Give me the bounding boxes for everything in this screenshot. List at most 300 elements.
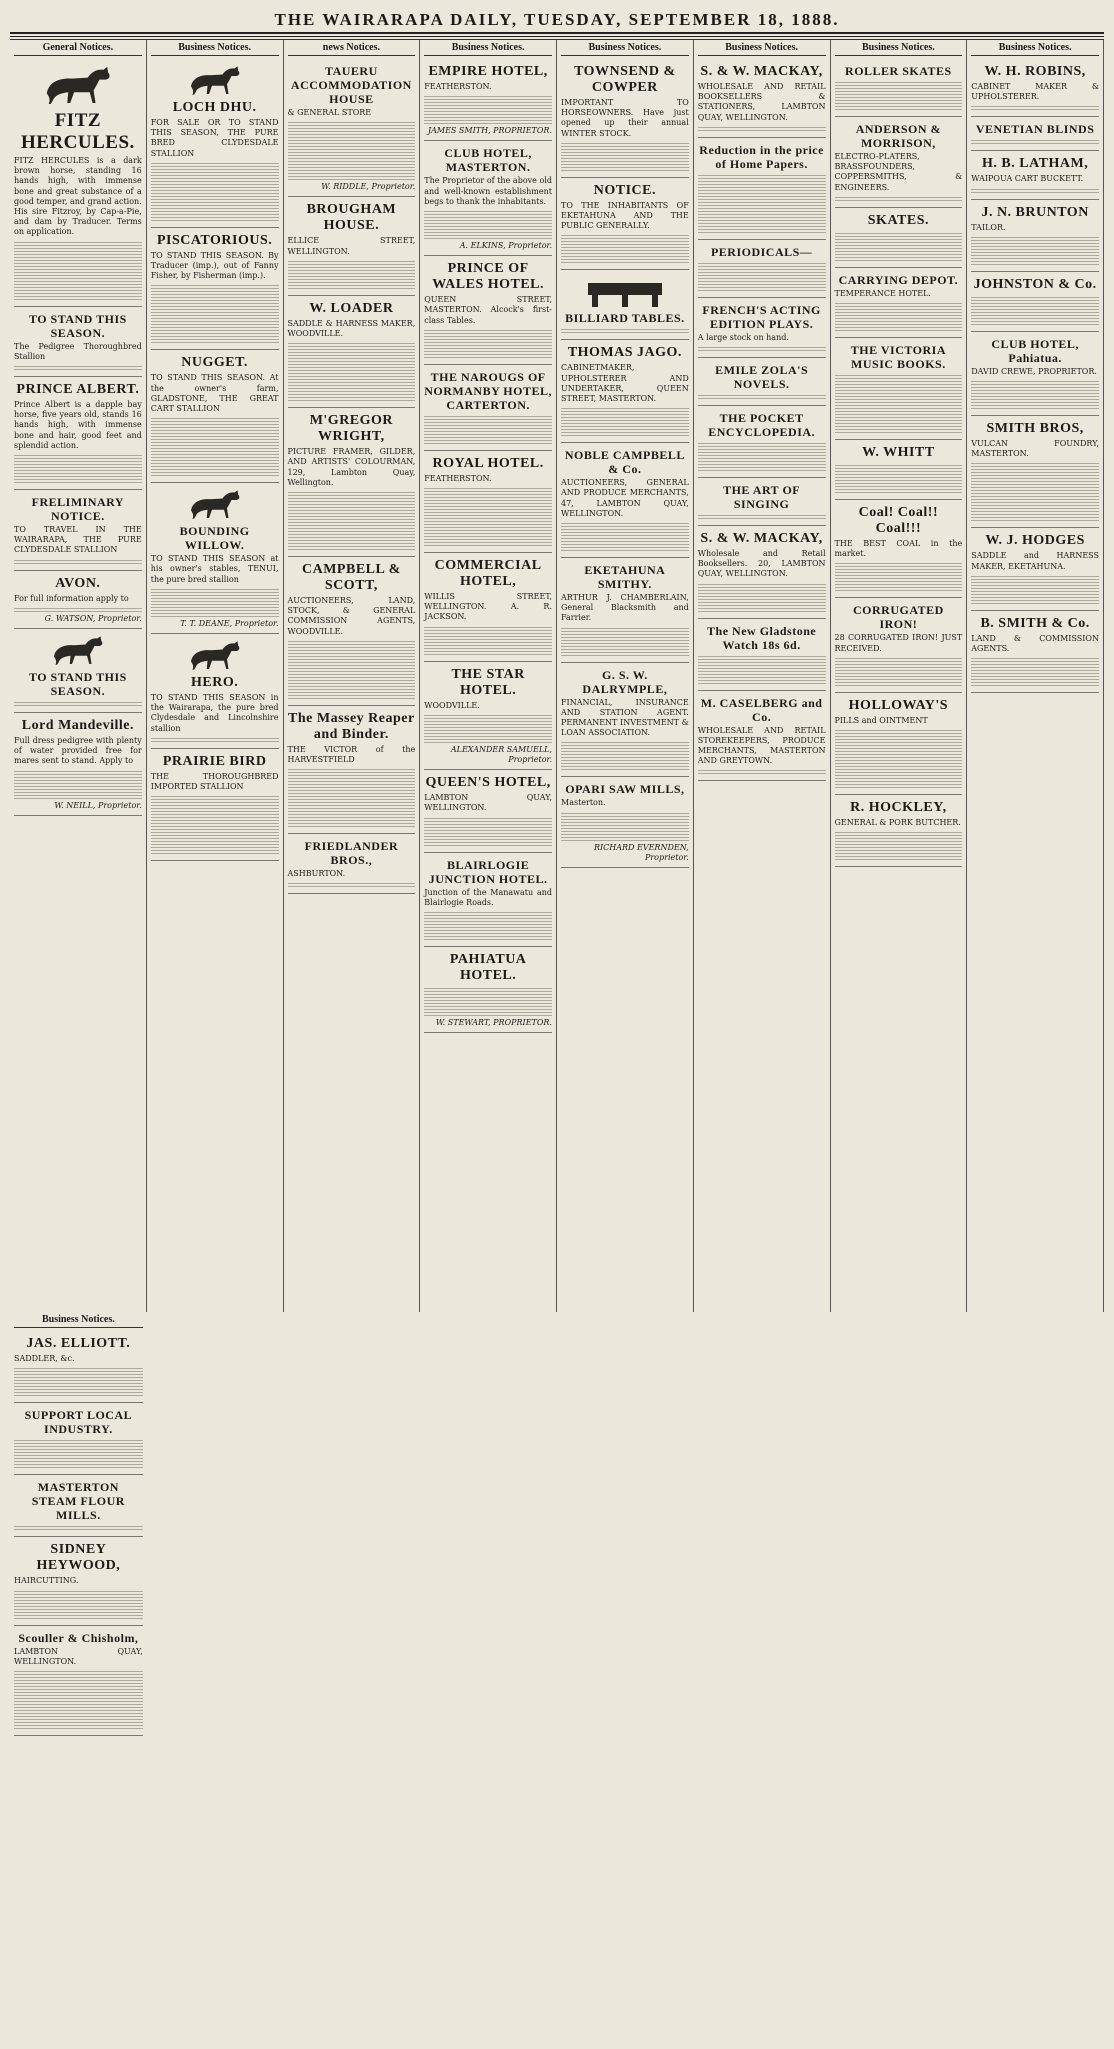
dense-text-block (561, 327, 689, 333)
advertisement (835, 268, 963, 338)
ad-headline: W. WHITT (862, 445, 935, 461)
ad-headline: THE STAR HOTEL. (451, 666, 525, 698)
advertisement (561, 663, 689, 778)
dense-text-block (561, 406, 689, 436)
news-column (420, 40, 557, 1312)
ad-headline: FRELIMINARY NOTICE. (31, 495, 125, 524)
horse-illustration-icon (185, 488, 245, 522)
advertisement (14, 490, 142, 571)
dense-text-block (14, 558, 142, 564)
advertisement (151, 634, 279, 749)
dense-text-block (424, 328, 552, 358)
ad-headline: MASTERTON STEAM FLOUR MILLS. (31, 1480, 125, 1523)
advertisement (14, 1626, 143, 1736)
ad-headline: HERO. (191, 675, 239, 691)
dense-text-block (835, 373, 963, 433)
dense-text-block (424, 486, 552, 546)
ad-headline: SIDNEY HEYWOOD, (36, 1542, 121, 1574)
dense-text-block (561, 233, 689, 263)
ad-headline: THE VICTORIA MUSIC BOOKS. (850, 343, 946, 372)
ad-headline: Lord Mandeville. (21, 718, 134, 734)
advertisement (561, 558, 689, 663)
dense-text-block (288, 259, 416, 289)
ad-body-text: LAMBTON QUAY, WELLINGTON. (424, 793, 552, 813)
dense-text-block (698, 582, 826, 612)
advertisement (424, 947, 552, 1033)
ad-headline: EKETAHUNA SMITHY. (584, 563, 666, 592)
dense-text-block (971, 295, 1099, 325)
advertisement (14, 713, 142, 816)
dense-text-block (698, 125, 826, 131)
advertisement (561, 59, 689, 178)
advertisement (971, 528, 1099, 610)
advertisement (698, 619, 826, 691)
ad-body-text: For full information apply to (14, 593, 129, 603)
advertisement (698, 240, 826, 298)
dense-text-block (698, 768, 826, 774)
billiard-table-illustration-icon (580, 275, 670, 309)
ad-headline: CAMPBELL & SCOTT, (302, 562, 401, 594)
ad-body-text: TO STAND THIS SEASON in the Wairarapa, the pure bred Clydesdale and Lincolnshire stallion (150, 693, 279, 733)
dense-text-block (835, 195, 963, 201)
ad-headline: TOWNSEND & COWPER (574, 64, 676, 95)
ad-headline: THE POCKET ENCYCLOPEDIA. (708, 411, 816, 440)
dense-text-block (561, 740, 689, 770)
ad-headline: The Massey Reaper and Binder. (288, 710, 415, 742)
ad-headline: THE NAROUGS OF NORMANBY HOTEL, CARTERTON. (424, 369, 552, 412)
ad-body-text: THE BEST COAL in the market. (834, 539, 963, 559)
ad-headline: W. H. ROBINS, (984, 64, 1086, 79)
ad-headline: FRIEDLANDER BROS., (304, 839, 399, 868)
ad-signature: W. RIDDLE, Proprietor. (321, 182, 416, 192)
ad-body-text: IMPORTANT TO HORSEOWNERS. Have just opened up their annual WINTER STOCK. (561, 98, 689, 138)
ad-headline: The New Gladstone Watch 18s 6d. (707, 623, 817, 652)
ad-body-text: Prince Albert is a dapple bay horse, five years old, stands 16 hands high, with immense bone and hair, good feet and splendid action. (14, 400, 142, 450)
ad-headline: THE ART OF SINGING (723, 483, 801, 512)
column-heading: Business Notices. (971, 40, 1099, 56)
dense-text-block (971, 187, 1099, 193)
ad-body-text: A large stock on hand. (697, 332, 789, 342)
ad-headline: NUGGET. (181, 355, 248, 371)
ad-signature: T. T. DEANE, Proprietor. (180, 618, 279, 628)
advertisement (835, 598, 963, 692)
horse-illustration-icon (185, 64, 245, 98)
ad-headline: NOBLE CAMPBELL & Co. (564, 448, 685, 477)
dense-text-block (14, 606, 142, 612)
column-heading: news Notices. (288, 40, 416, 56)
dense-text-block (971, 138, 1099, 144)
column-heading: Business Notices. (424, 40, 552, 56)
ad-headline: LOCH DHU. (172, 100, 257, 115)
ad-headline: OPARI SAW MILLS, (565, 782, 685, 797)
ad-headline: SMITH BROS, (986, 421, 1084, 437)
dense-text-block (835, 830, 963, 860)
ad-body-text: SADDLER, &c. (14, 1354, 75, 1364)
ad-body-text: WOODVILLE. (424, 700, 480, 710)
dense-text-block (151, 587, 279, 617)
ad-body-text: ELECTRO-PLATERS, BRASSFOUNDERS, COPPERSMITHS, & ENGINEERS. (834, 152, 963, 192)
ad-body-text: LAND & COMMISSION AGENTS. (971, 633, 1099, 654)
dense-text-block (698, 441, 826, 471)
dense-text-block (698, 345, 826, 351)
ad-headline: Scouller & Chisholm, (18, 1630, 139, 1645)
ad-headline: AVON. (55, 575, 101, 591)
advertisement (561, 178, 689, 271)
ad-headline: JAS. ELLIOTT. (26, 1336, 131, 1352)
ad-headline: COMMERCIAL HOTEL, (434, 558, 542, 590)
ad-headline: M'GREGOR WRIGHT, (309, 413, 394, 445)
advertisement (151, 228, 279, 351)
advertisement (835, 59, 963, 117)
dense-text-block (698, 513, 826, 519)
dense-text-block (424, 625, 552, 655)
masthead: THE WAIRARAPA DAILY, TUESDAY, SEPTEMBER 18, 1888. (274, 10, 840, 29)
ad-headline: H. B. LATHAM, (982, 156, 1089, 172)
dense-text-block (288, 120, 416, 180)
ad-body-text: SADDLE and HARNESS MAKER, EKETAHUNA. (971, 551, 1099, 571)
dense-text-block (14, 1669, 143, 1729)
ad-headline: PRINCE OF WALES HOTEL. (432, 261, 545, 293)
masthead-rule (10, 32, 1104, 37)
ad-headline: QUEEN'S HOTEL, (425, 775, 551, 791)
advertisement (698, 526, 826, 619)
ad-headline: B. SMITH & Co. (980, 615, 1090, 631)
ad-body-text: Wholesale and Retail Booksellers. 20, LAMBTON QUAY, WELLINGTON. (697, 549, 826, 579)
ad-body-text: 28 CORRUGATED IRON! JUST RECEIVED. (834, 633, 963, 653)
ad-body-text: LAMBTON QUAY, WELLINGTON. (14, 1646, 143, 1666)
column-heading: Business Notices. (698, 40, 826, 56)
ad-headline: S. & W. MACKAY, (700, 64, 823, 79)
ad-body-text: FITZ HERCULES is a dark brown horse, standing 16 hands high, with immense bone and great substance of a good temper, and grand action. His sire Fitzroy, by Cap-a-Pie, and dam by Traducer. Terms on application. (14, 156, 142, 237)
advertisement (698, 138, 826, 240)
ad-headline: TO STAND THIS SEASON. (28, 670, 127, 699)
ad-headline: SUPPORT LOCAL INDUSTRY. (24, 1408, 133, 1437)
ad-body-text: The Proprietor of the above old and well-known establishment begs to thank the inhabitants. (424, 176, 552, 206)
dense-text-block (288, 767, 416, 827)
dense-text-block (14, 769, 142, 799)
dense-text-block (835, 561, 963, 591)
column-heading: Business Notices. (835, 40, 963, 56)
ad-headline: JOHNSTON & Co. (973, 276, 1097, 292)
ad-body-text: TO TRAVEL IN THE WAIRARAPA, THE PURE CLYDESDALE STALLION (14, 525, 142, 555)
advertisement (698, 406, 826, 478)
advertisement (835, 500, 963, 598)
advertisement (288, 408, 416, 557)
news-column (147, 40, 284, 1312)
ad-headline: NOTICE. (593, 182, 656, 198)
ad-headline: BOUNDING WILLOW. (179, 524, 250, 553)
dense-text-block (698, 173, 826, 233)
advertisement (151, 59, 279, 228)
ad-headline: ROYAL HOTEL. (432, 455, 544, 471)
news-column (284, 40, 421, 1312)
dense-text-block (288, 490, 416, 550)
ad-body-text: SADDLE & HARNESS MAKER, WOODVILLE. (287, 318, 416, 339)
advertisement (971, 416, 1099, 528)
advertisement (424, 853, 552, 947)
ad-body-text: TEMPERANCE HOTEL. (834, 288, 931, 298)
news-column (10, 1312, 147, 2015)
horse-illustration-icon (185, 639, 245, 673)
ad-body-text: FEATHERSTON. (424, 473, 492, 483)
dense-text-block (14, 700, 142, 706)
ad-body-text: THE VICTOR of the HARVESTFIELD (287, 744, 416, 765)
column-grid (10, 39, 1104, 2015)
advertisement (288, 834, 416, 894)
ad-body-text: THE THOROUGHBRED IMPORTED STALLION (150, 771, 279, 792)
ad-headline: PRAIRIE BIRD (162, 753, 267, 769)
ad-headline: BLAIRLOGIE JUNCTION HOTEL. (428, 857, 548, 886)
dense-text-block (971, 656, 1099, 686)
dense-text-block (424, 94, 552, 124)
ad-headline: PRINCE ALBERT. (16, 382, 140, 398)
ad-signature: W. NEILL, Proprietor. (54, 800, 142, 810)
advertisement (698, 59, 826, 138)
advertisement (698, 298, 826, 358)
advertisement (14, 629, 142, 713)
news-column (831, 40, 968, 1312)
ad-headline: CARRYING DEPOT. (838, 272, 959, 287)
dense-text-block (151, 794, 279, 854)
dense-text-block (835, 301, 963, 331)
dense-text-block (698, 261, 826, 291)
advertisement (835, 693, 963, 795)
ad-headline: W. J. HODGES (985, 533, 1085, 549)
dense-text-block (698, 393, 826, 399)
ad-headline: BILLIARD TABLES. (565, 311, 685, 326)
ad-headline: G. S. W. DALRYMPLE, (582, 667, 668, 696)
advertisement (971, 117, 1099, 151)
ad-headline: S. & W. MACKAY, (700, 531, 823, 547)
ad-body-text: WILLIS STREET, WELLINGTON. A. R. JACKSON. (424, 592, 552, 622)
dense-text-block (151, 283, 279, 343)
dense-text-block (835, 463, 963, 493)
ad-headline: EMPIRE HOTEL, (428, 64, 548, 79)
dense-text-block (288, 881, 416, 887)
news-column (694, 40, 831, 1312)
column-heading: General Notices. (14, 40, 142, 56)
ad-body-text: FEATHERSTON. (424, 82, 492, 91)
dense-text-block (151, 416, 279, 476)
advertisement (971, 151, 1099, 199)
ad-headline: ROLLER SKATES (845, 64, 952, 78)
ad-body-text: PICTURE FRAMER, GILDER, AND ARTISTS' COLOURMAN, 129, Lambton Quay, Wellington. (287, 447, 416, 487)
advertisement (835, 795, 963, 867)
advertisement (424, 662, 552, 771)
advertisement (288, 59, 416, 197)
advertisement (835, 208, 963, 268)
advertisement (561, 777, 689, 868)
ad-body-text: AUCTIONEERS, GENERAL AND PRODUCE MERCHANTS, 47, LAMBTON QUAY, WELLINGTON. (561, 478, 689, 518)
advertisement (14, 1537, 143, 1625)
horse-illustration-icon (39, 64, 117, 108)
ad-body-text: WAIPOUA CART BUCKETT. (971, 174, 1084, 184)
advertisement (424, 256, 552, 365)
dense-text-block (971, 104, 1099, 110)
ad-body-text: Junction of the Manawatu and Blairlogie Roads. (424, 887, 552, 907)
advertisement (151, 483, 279, 634)
advertisement (424, 59, 552, 141)
ad-body-text: GENERAL & PORK BUTCHER. (834, 818, 961, 828)
ad-headline: J. N. BRUNTON (981, 204, 1089, 220)
ad-body-text: VULCAN FOUNDRY, MASTERTON. (971, 439, 1099, 459)
advertisement (835, 338, 963, 440)
ad-body-text: ELLICE STREET, WELLINGTON. (287, 236, 416, 256)
dense-text-block (151, 161, 279, 221)
dense-text-block (151, 736, 279, 742)
advertisement (288, 296, 416, 408)
advertisement (971, 332, 1099, 416)
ad-headline: EMILE ZOLA'S NOVELS. (715, 363, 809, 392)
ad-headline: Coal! Coal!! Coal!!! (858, 505, 939, 537)
dense-text-block (424, 986, 552, 1016)
ad-body-text: PILLS and OINTMENT (834, 715, 928, 725)
advertisement (561, 340, 689, 443)
ad-headline: W. LOADER (309, 300, 394, 316)
advertisement (971, 272, 1099, 332)
column-heading: Business Notices. (151, 40, 279, 56)
ad-headline: CLUB HOTEL, MASTERTON. (444, 146, 532, 175)
ad-body-text: QUEEN STREET, MASTERTON. Alcock's first-class Tables. (424, 295, 552, 325)
advertisement (835, 440, 963, 500)
ad-headline: FITZ HERCULES. (20, 110, 135, 153)
dense-text-block (561, 521, 689, 551)
column-heading: Business Notices. (561, 40, 689, 56)
advertisement (14, 307, 142, 377)
advertisement (424, 141, 552, 256)
advertisement (14, 377, 142, 490)
dense-text-block (288, 639, 416, 699)
ad-signature: A. ELKINS, Proprietor. (459, 241, 552, 251)
advertisement (561, 443, 689, 558)
advertisement (698, 478, 826, 526)
column-heading: Business Notices. (14, 1312, 143, 1328)
advertisement (971, 59, 1099, 117)
ad-body-text: Masterton. (561, 798, 606, 808)
ad-body-text: AUCTIONEERS, LAND, STOCK, & GENERAL COMMISSION AGENTS, WOODVILLE. (287, 596, 416, 636)
ad-headline: TO STAND THIS SEASON. (28, 311, 127, 340)
dense-text-block (14, 1589, 143, 1619)
dense-text-block (288, 341, 416, 401)
ad-headline: TAUERU ACCOMMODATION HOUSE (290, 64, 412, 106)
advertisement (424, 553, 552, 662)
advertisement (424, 770, 552, 852)
ad-signature: RICHARD EVERNDEN, Proprietor. (593, 842, 689, 862)
dense-text-block (14, 1366, 143, 1396)
advertisement (14, 1403, 143, 1475)
dense-text-block (835, 656, 963, 686)
dense-text-block (561, 141, 689, 171)
news-column (10, 40, 147, 1312)
advertisement (835, 117, 963, 208)
advertisement (288, 197, 416, 295)
ad-body-text: CABINET MAKER & UPHOLSTERER. (971, 82, 1099, 102)
dense-text-block (971, 574, 1099, 604)
advertisement (971, 200, 1099, 272)
dense-text-block (971, 235, 1099, 265)
ad-headline: Reduction in the price of Home Papers. (699, 142, 824, 171)
dense-text-block (835, 728, 963, 788)
ad-headline: PERIODICALS— (710, 244, 813, 259)
dense-text-block (424, 816, 552, 846)
ad-body-text: CABINETMAKER, UPHOLSTERER AND UNDERTAKER, QUEEN STREET, MASTERTON. (561, 363, 689, 404)
advertisement (971, 611, 1099, 693)
ad-headline: PAHIATUA HOTEL. (449, 952, 527, 984)
dense-text-block (424, 414, 552, 444)
advertisement (698, 691, 826, 782)
ad-body-text: TO THE INHABITANTS OF EKETAHUNA AND THE PUBLIC GENERALLY. (561, 200, 689, 231)
ad-body-text: FINANCIAL, INSURANCE AND STATION AGENT. PERMANENT INVESTMENT & LOAN ASSOCIATION. (561, 697, 689, 738)
dense-text-block (424, 209, 552, 239)
ad-body-text: & GENERAL STORE (287, 108, 372, 117)
dense-text-block (971, 461, 1099, 521)
advertisement (698, 358, 826, 406)
dense-text-block (14, 240, 142, 300)
ad-body-text: WHOLESALE AND RETAIL STOREKEEPERS, PRODUCE MERCHANTS, MASTERTON AND GREYTOWN. (697, 725, 826, 766)
ad-headline: VENETIAN BLINDS (975, 122, 1095, 137)
dense-text-block (14, 364, 142, 370)
advertisement (561, 270, 689, 340)
ad-signature: W. STEWART, PROPRIETOR. (435, 1018, 552, 1028)
advertisement (424, 451, 552, 553)
ad-signature: JAMES SMITH, PROPRIETOR. (427, 126, 552, 136)
advertisement (14, 571, 142, 629)
advertisement (424, 365, 552, 451)
ad-headline: M. CASELBERG and Co. (700, 695, 823, 724)
horse-illustration-icon (48, 634, 108, 668)
ad-body-text: TO STAND THIS SEASON. By Traducer (imp.), out of Fanny Fisher, by Fisherman (imp.). (150, 250, 279, 281)
advertisement (288, 557, 416, 706)
advertisement (151, 749, 279, 861)
ad-headline: PISCATORIOUS. (156, 232, 273, 248)
ad-body-text: The Pedigree Thoroughbred Stallion (14, 341, 142, 361)
ad-headline: CORRUGATED IRON! (852, 603, 944, 632)
dense-text-block (14, 1524, 143, 1530)
ad-body-text: WHOLESALE AND RETAIL BOOKSELLERS & STATIONERS, LAMBTON QUAY, WELLINGTON. (697, 82, 826, 122)
dense-text-block (971, 379, 1099, 409)
advertisement (14, 1475, 143, 1537)
dense-text-block (424, 713, 552, 743)
ad-headline: CLUB HOTEL, Pahiatua. (991, 336, 1079, 365)
ad-body-text: ASHBURTON. (287, 869, 346, 879)
ad-body-text: TO STAND THIS SEASON at his owner's stables, TENUI, the pure bred stallion (150, 554, 279, 584)
advertisement (14, 1331, 143, 1403)
ad-headline: SKATES. (867, 212, 929, 228)
dense-text-block (424, 910, 552, 940)
dense-text-block (14, 1438, 143, 1468)
ad-body-text: DAVID CREWE, PROPRIETOR. (971, 366, 1097, 376)
ad-signature: ALEXANDER SAMUELL, Proprietor. (450, 744, 552, 765)
ad-body-text: Full dress pedigree with plenty of water provided free for mares sent to stand. Apply to (14, 736, 142, 766)
ad-headline: FRENCH'S ACTING EDITION PLAYS. (702, 302, 821, 331)
ad-body-text: TAILOR. (971, 222, 1006, 232)
advertisement (288, 706, 416, 834)
dense-text-block (698, 654, 826, 684)
ad-body-text: TO STAND THIS SEASON. At the owner's farm, GLADSTONE, THE GREAT CART STALLION (150, 373, 279, 414)
news-column (557, 40, 694, 1312)
dense-text-block (835, 80, 963, 110)
dense-text-block (14, 453, 142, 483)
ad-body-text: ARTHUR J. CHAMBERLAIN, General Blacksmith and Farrier. (561, 593, 689, 623)
news-column (967, 40, 1104, 1312)
ad-body-text: FOR SALE OR TO STAND THIS SEASON, THE PURE BRED CLYDESDALE STALLION (150, 118, 279, 158)
ad-headline: BROUGHAM HOUSE. (306, 202, 397, 234)
ad-headline: THOMAS JAGO. (567, 345, 682, 361)
dense-text-block (835, 231, 963, 261)
advertisement (151, 350, 279, 483)
advertisement (14, 59, 142, 307)
ad-headline: HOLLOWAY'S (848, 697, 949, 713)
